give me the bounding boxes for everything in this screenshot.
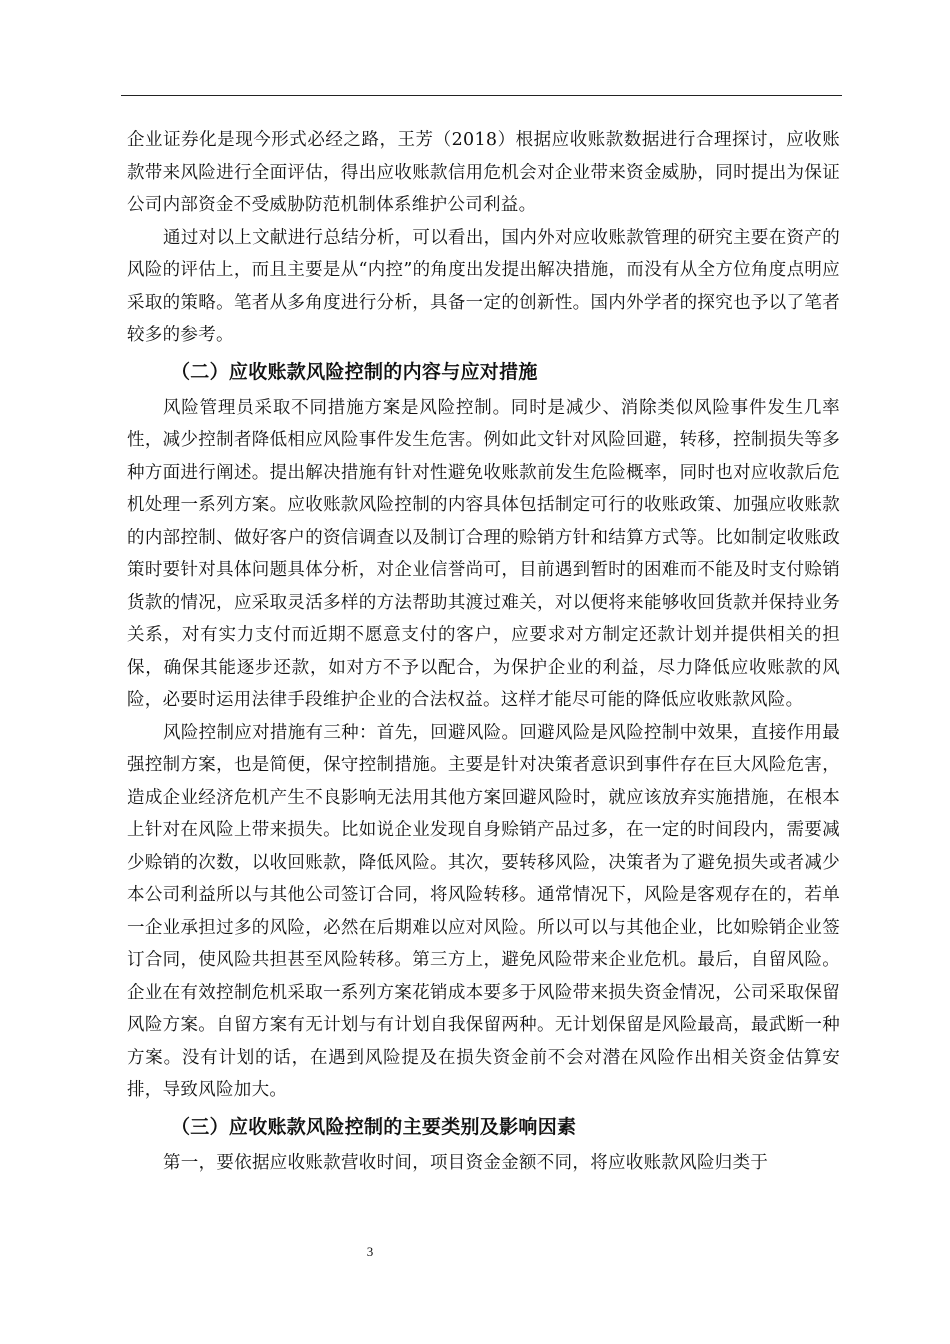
body-paragraph: 风险管理员采取不同措施方案是风险控制。同时是减少、消除类似风险事件发生几率性，减少控制者降低相应风险事件发生危害。例如此文针对风险回避，转移，控制损失等多种方面进行阐述。提出解决措施有针对性避免收账款前发生危险概率，同时也对应收款后危机处理一系列方案。应收账款风险控制的内容具体包括制定可行的收账政策、加强应收账款的内部控制、做好客户的资信调查以及制订合理的赊销方针和结算方式等。比如制定收账政策时要针对具体问题具体分析，对企业信誉尚可，目前遇到暂时的困难而不能及时支付赊销货款的情况，应采取灵活多样的方法帮助其渡过难关，对以便将来能够收回货款并保持业务关系，对有实力支付而近期不愿意支付的客户，应要求对方制定还款计划并提供相关的担保，确保其能逐步还款，如对方不予以配合，为保护企业的利益，尽力降低应收账款的风险，必要时运用法律手段维护企业的合法权益。这样才能尽可能的降低应收账款风险。 xyxy=(127,397,840,710)
page-number: 3 xyxy=(366,1244,374,1259)
body-paragraph: 通过对以上文献进行总结分析，可以看出，国内外对应收账款管理的研究主要在资产的风险的评估上，而且主要是从“内控”的角度出发提出解决措施，而没有从全方位角度点明应采取的策略。笔者从多角度进行分析，具备一定的创新性。国内外学者的探究也予以了笔者较多的参考。 xyxy=(127,227,840,345)
body-paragraph: 企业证券化是现今形式必经之路，王芳（2018）根据应收账款数据进行合理探讨，应收账款带来风险进行全面评估，得出应收账款信用危机会对企业带来资金威胁，同时提出为保证公司内部资金不受威胁防范机制体系维护公司利益。 xyxy=(127,130,840,215)
body-paragraph: 第一，要依据应收账款营收时间，项目资金金额不同，将应收账款风险归类于 xyxy=(163,1152,769,1173)
section-heading: （二）应收账款风险控制的内容与应对措施 xyxy=(171,360,538,383)
section-heading: （三）应收账款风险控制的主要类别及影响因素 xyxy=(171,1115,577,1138)
header-rule xyxy=(121,95,842,96)
document-body xyxy=(127,124,840,1179)
body-paragraph: 风险控制应对措施有三种：首先，回避风险。回避风险是风险控制中效果，直接作用最强控制方案，也是简便，保守控制措施。主要是针对决策者意识到事件存在巨大风险危害，造成企业经济危机产生不良影响无法用其他方案回避风险时，就应该放弃实施措施，在根本上针对在风险上带来损失。比如说企业发现自身赊销产品过多，在一定的时间段内，需要减少赊销的次数，以收回账款，降低风险。其次，要转移风险，决策者为了避免损失或者减少本公司利益所以与其他公司签订合同，将风险转移。通常情况下，风险是客观存在的，若单一企业承担过多的风险，必然在后期难以应对风险。所以可以与其他企业，比如赊销企业签订合同，使风险共担甚至风险转移。第三方上，避免风险带来企业危机。最后，自留风险。企业在有效控制危机采取一系列方案花销成本要多于风险带来损失资金情况，公司采取保留风险方案。自留方案有无计划与有计划自我保留两种。无计划保留是风险最高，最武断一种方案。没有计划的话，在遇到风险提及在损失资金前不会对潜在风险作出相关资金估算安排，导致风险加大。 xyxy=(127,722,840,1100)
